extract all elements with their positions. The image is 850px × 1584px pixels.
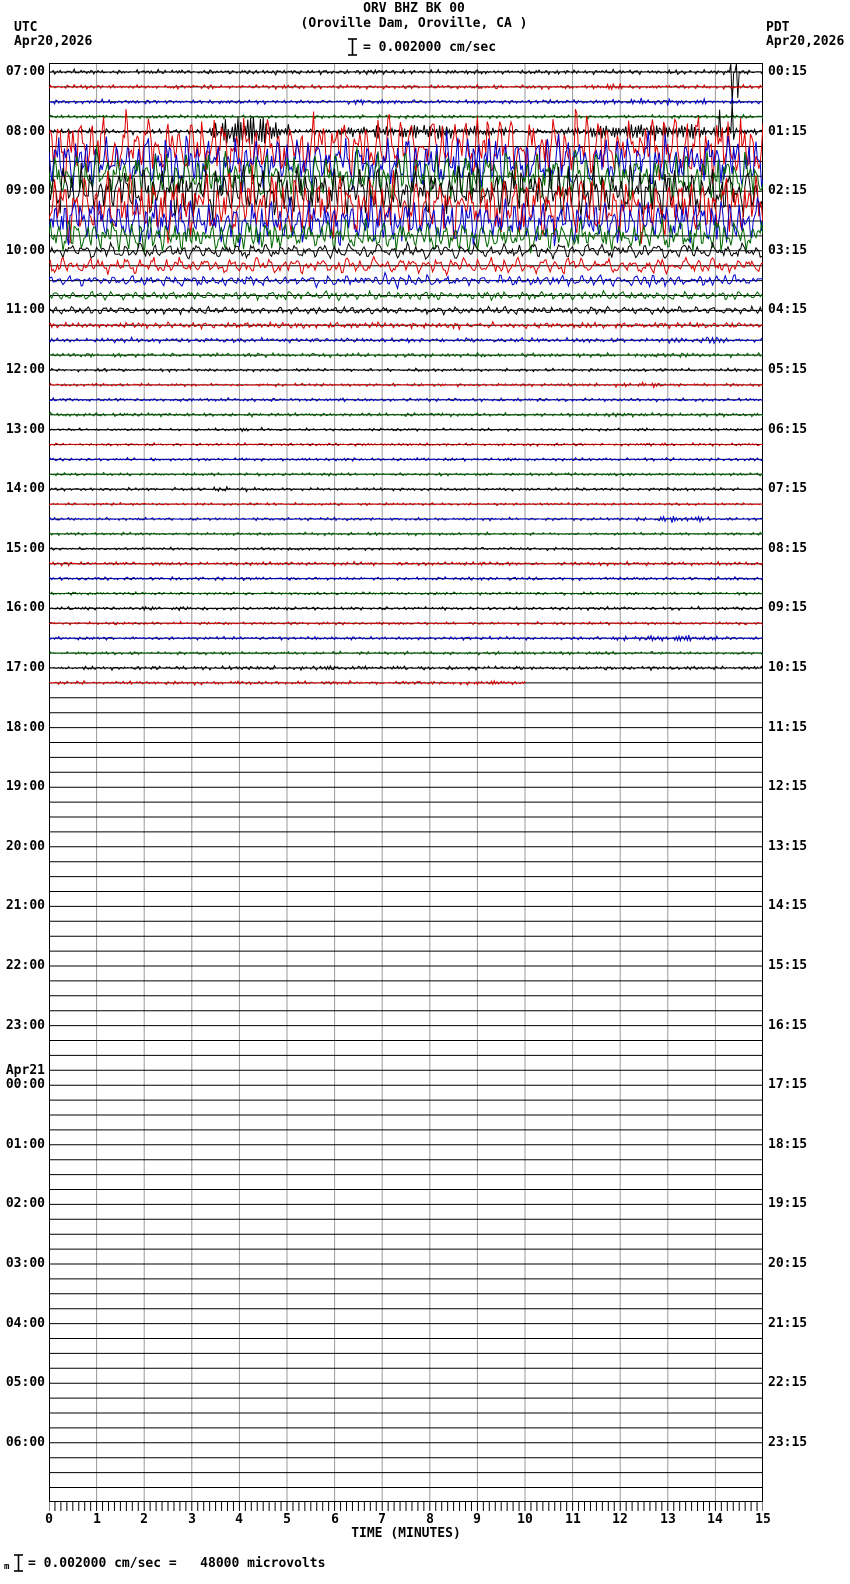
x-tick-label: 14 xyxy=(707,1512,723,1527)
pdt-hour-label: 19:15 xyxy=(768,1196,808,1211)
footer-note: = 0.002000 cm/sec = 48000 microvolts xyxy=(28,1556,326,1571)
utc-hour-label: 19:00 xyxy=(5,779,45,794)
trace-row-21 xyxy=(49,382,763,387)
utc-hour-label: 15:00 xyxy=(5,541,45,556)
trace-row-25 xyxy=(49,443,763,446)
pdt-hour-label: 18:15 xyxy=(768,1137,808,1152)
pdt-hour-label: 07:15 xyxy=(768,481,808,496)
pdt-hour-label: 22:15 xyxy=(768,1375,808,1390)
x-tick-label: 10 xyxy=(517,1512,533,1527)
pdt-hour-label: 15:15 xyxy=(768,958,808,973)
utc-hour-label: 16:00 xyxy=(5,600,45,615)
pdt-hour-label: 10:15 xyxy=(768,660,808,675)
utc-hour-label: 22:00 xyxy=(5,958,45,973)
scale-text: = 0.002000 cm/sec xyxy=(363,40,497,55)
utc-hour-label: 01:00 xyxy=(5,1137,45,1152)
timezone-right-label: PDT xyxy=(766,20,790,35)
pdt-hour-label: 02:15 xyxy=(768,183,808,198)
utc-hour-label: 08:00 xyxy=(5,124,45,139)
utc-hour-label: 02:00 xyxy=(5,1196,45,1211)
utc-date-change-label: Apr21 xyxy=(5,1063,45,1078)
x-axis-title: TIME (MINUTES) xyxy=(351,1526,461,1541)
trace-row-1 xyxy=(49,83,763,89)
x-tick-label: 8 xyxy=(426,1512,434,1527)
x-tick-label: 11 xyxy=(565,1512,581,1527)
utc-hour-label: 06:00 xyxy=(5,1435,45,1450)
seismogram-plot xyxy=(49,63,763,1502)
pdt-hour-label: 01:15 xyxy=(768,124,808,139)
footer-scale-bar-icon xyxy=(13,1554,24,1572)
scale-bar-icon xyxy=(347,38,358,56)
plot-subtitle: (Oroville Dam, Oroville, CA ) xyxy=(300,16,528,31)
x-tick-label: 1 xyxy=(93,1512,101,1527)
pdt-hour-label: 16:15 xyxy=(768,1018,808,1033)
utc-hour-label: 13:00 xyxy=(5,422,45,437)
utc-hour-label: 18:00 xyxy=(5,720,45,735)
trace-row-31 xyxy=(49,532,763,536)
utc-hour-label: 07:00 xyxy=(5,64,45,79)
utc-hour-label: 20:00 xyxy=(5,839,45,854)
minute-gridlines xyxy=(97,63,716,1502)
utc-hour-label: 10:00 xyxy=(5,243,45,258)
utc-hour-label: 23:00 xyxy=(5,1018,45,1033)
footer-note-subscript: m xyxy=(4,1562,10,1572)
utc-hour-label: 11:00 xyxy=(5,302,45,317)
pdt-hour-label: 08:15 xyxy=(768,541,808,556)
plot-title: ORV BHZ BK 00 xyxy=(363,1,465,16)
trace-row-0 xyxy=(49,64,763,103)
pdt-hour-label: 21:15 xyxy=(768,1316,808,1331)
pdt-hour-label: 12:15 xyxy=(768,779,808,794)
pdt-hour-label: 06:15 xyxy=(768,422,808,437)
pdt-hour-label: 23:15 xyxy=(768,1435,808,1450)
x-tick-label: 2 xyxy=(140,1512,148,1527)
pdt-hour-label: 04:15 xyxy=(768,302,808,317)
x-tick-label: 6 xyxy=(331,1512,339,1527)
utc-hour-label: 04:00 xyxy=(5,1316,45,1331)
trace-row-4 xyxy=(49,102,763,147)
pdt-hour-label: 13:15 xyxy=(768,839,808,854)
x-tick-label: 5 xyxy=(283,1512,291,1527)
trace-row-32 xyxy=(49,547,763,550)
date-right-label: Apr20,2026 xyxy=(766,34,845,49)
x-tick-label: 3 xyxy=(188,1512,196,1527)
x-tick-label: 15 xyxy=(755,1512,771,1527)
utc-hour-label: 14:00 xyxy=(5,481,45,496)
trace-row-26 xyxy=(49,458,763,462)
pdt-hour-label: 20:15 xyxy=(768,1256,808,1271)
pdt-hour-label: 17:15 xyxy=(768,1077,808,1092)
pdt-hour-label: 05:15 xyxy=(768,362,808,377)
date-left-label: Apr20,2026 xyxy=(14,34,93,49)
heliplot-svg xyxy=(49,63,763,1502)
trace-row-24 xyxy=(49,427,763,431)
utc-hour-label: 05:00 xyxy=(5,1375,45,1390)
trace-row-28 xyxy=(49,487,763,492)
utc-hour-label: 00:00 xyxy=(5,1077,45,1092)
x-tick-label: 4 xyxy=(235,1512,243,1527)
pdt-hour-label: 00:15 xyxy=(768,64,808,79)
x-tick-label: 7 xyxy=(378,1512,386,1527)
x-tick-label: 0 xyxy=(45,1512,53,1527)
pdt-hour-label: 11:15 xyxy=(768,720,808,735)
utc-hour-label: 09:00 xyxy=(5,183,45,198)
utc-hour-label: 03:00 xyxy=(5,1256,45,1271)
x-tick-label: 9 xyxy=(473,1512,481,1527)
x-tick-label: 12 xyxy=(612,1512,628,1527)
pdt-hour-label: 14:15 xyxy=(768,898,808,913)
timezone-left-label: UTC xyxy=(14,20,38,35)
pdt-hour-label: 09:15 xyxy=(768,600,808,615)
utc-hour-label: 17:00 xyxy=(5,660,45,675)
pdt-hour-label: 03:15 xyxy=(768,243,808,258)
trace-row-20 xyxy=(49,368,763,372)
utc-hour-label: 21:00 xyxy=(5,898,45,913)
x-tick-label: 13 xyxy=(660,1512,676,1527)
utc-hour-label: 12:00 xyxy=(5,362,45,377)
